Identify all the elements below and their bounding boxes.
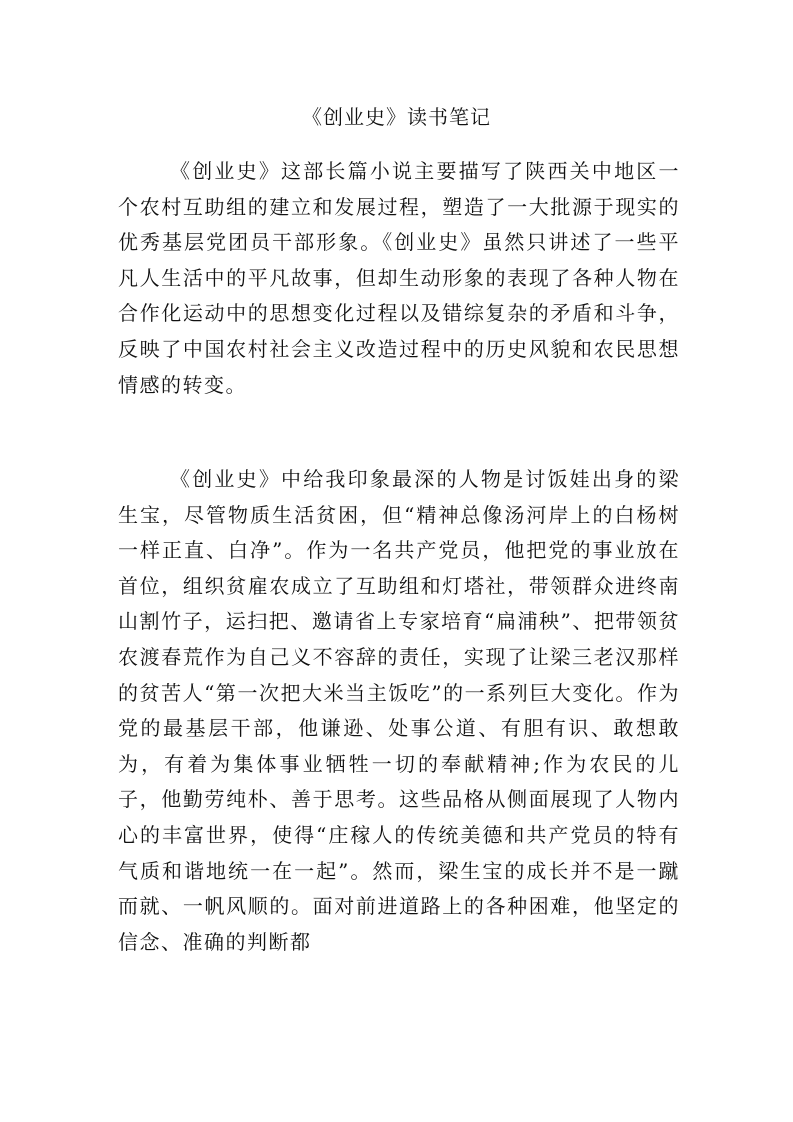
paragraph-1: 《创业史》这部长篇小说主要描写了陕西关中地区一个农村互助组的建立和发展过程，塑造了一大批源于现实的优秀基层党团员干部形象。《创业史》虽然只讲述了一些平凡人生活中的平凡故事，但却生动形象的表现了各种人物在合作化运动中的思想变化过程以及错综复杂的矛盾和斗争，反映了中国农村社会主义改造过程中的历史风貌和农民思想情感的转变。: [118, 159, 680, 397]
paragraph-2: 《创业史》中给我印象最深的人物是讨饭娃出身的梁生宝，尽管物质生活贫困，但“精神总像汤河岸上的白杨树一样正直、白净”。作为一名共产党员，他把党的事业放在首位，组织贫雇农成立了互助组和灯塔社，带领群众进终南山割竹子，运扫把、邀请省上专家培育“扁浦秧”、把带领贫农渡春荒作为自己义不容辞的责任，实现了让梁三老汉那样的贫苦人“第一次把大米当主饭吃”的一系列巨大变化。作为党的最基层干部，他谦逊、处事公道、有胆有识、敢想敢为，有着为集体事业牺牲一切的奉献精神;作为农民的儿子，他勤劳纯朴、善于思考。这些品格从侧面展现了人物内心的丰富世界，使得“庄稼人的传统美德和共产党员的特有气质和谐地统一在一起”。然而，梁生宝的成长并不是一蹴而就、一帆风顺的。面对前进道路上的各种困难，他坚定的信念、准确的判断都: [118, 467, 680, 954]
document-title: 《创业史》读书笔记: [302, 105, 491, 129]
